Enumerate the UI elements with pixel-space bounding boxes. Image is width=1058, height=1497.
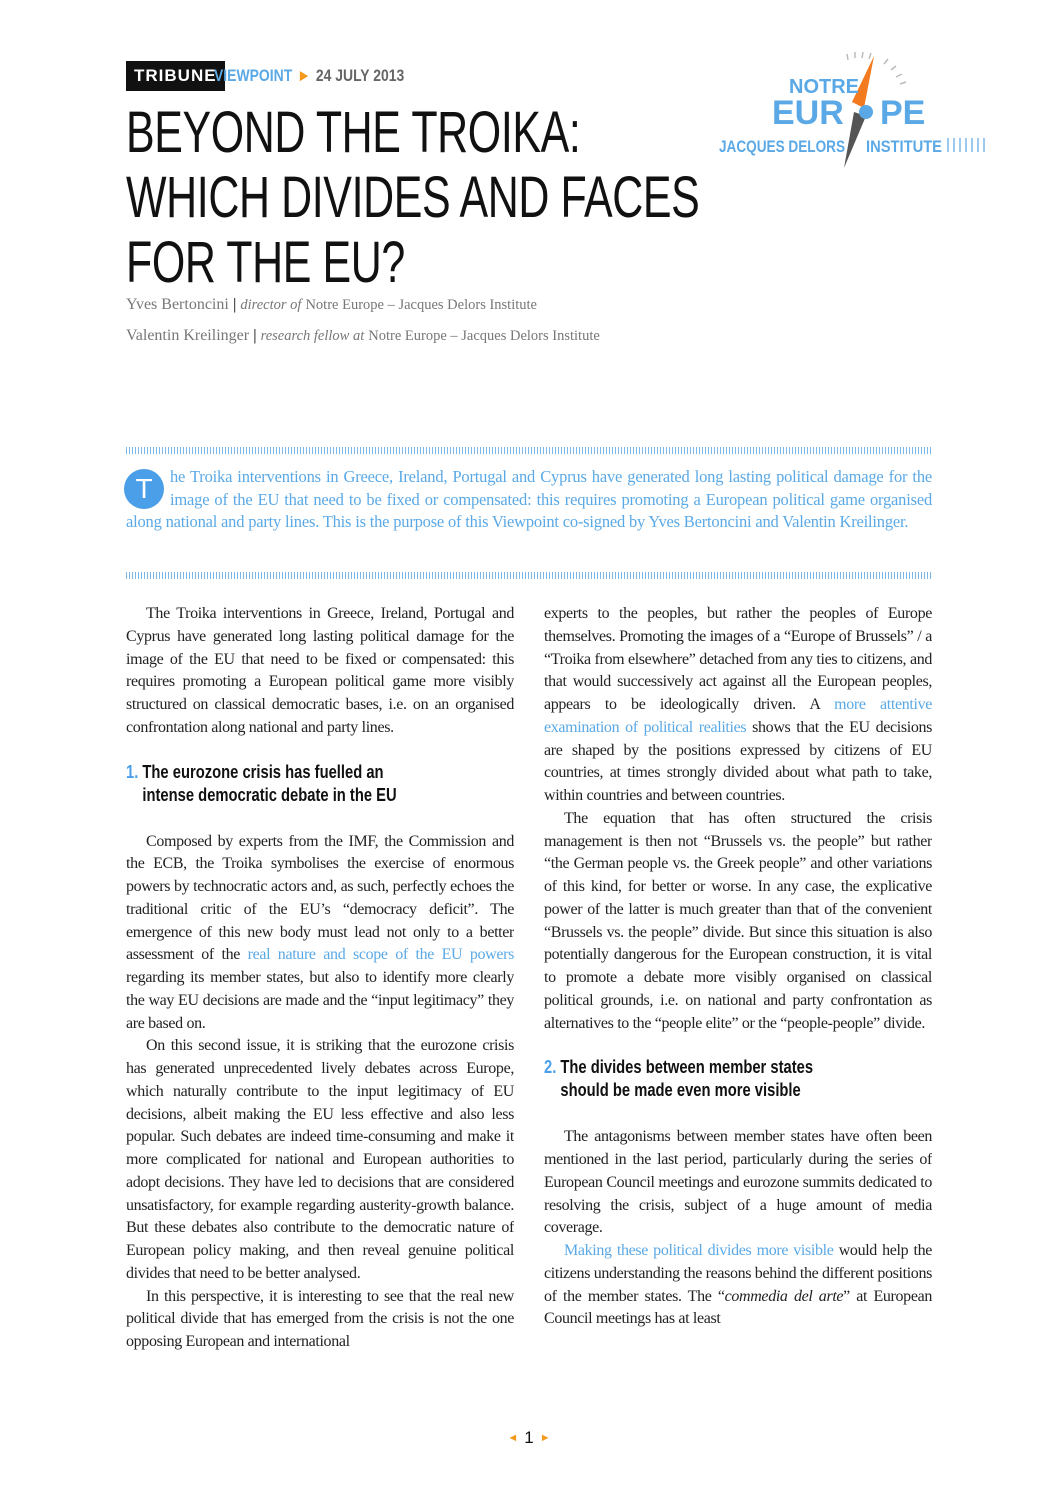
- heading-line: should be made even more visible: [560, 1080, 801, 1101]
- text: regarding its member states, but also to identify more clearly the way EU decisions are made and the “input legitimacy” they are based on.: [126, 969, 514, 1032]
- paragraph: [544, 603, 932, 808]
- author-line: [126, 327, 600, 345]
- paragraph: [126, 831, 514, 1036]
- heading-line: intense democratic debate in the EU: [142, 784, 397, 805]
- author-role: research fellow at: [260, 328, 365, 344]
- lead-paragraph: [126, 466, 932, 534]
- arrow-left-icon: ◄: [507, 1432, 519, 1444]
- paragraph: In this perspective, it is interesting to see that the real new political divide that has emerged from the crisis is not the one opposing European and international: [126, 1287, 514, 1350]
- viewpoint-label: VIEWPOINT: [214, 66, 293, 85]
- section-heading-2: [544, 1056, 862, 1102]
- text: ” at European Council meetings has at least: [544, 1287, 932, 1328]
- notre-europe-logo: [716, 50, 996, 170]
- text: commedia del arte: [724, 1287, 844, 1305]
- title-line: FOR THE EU?: [126, 230, 405, 295]
- tribune-tag: TRIBUNE: [126, 61, 225, 91]
- page-title: [126, 100, 699, 295]
- divider: [126, 572, 932, 579]
- heading-line: The eurozone crisis has fuelled an: [142, 761, 384, 782]
- svg-text:PE: PE: [880, 94, 926, 132]
- paragraph: The Troika interventions in Greece, Ireland, Portugal and Cyprus have generated long lasting political damage for the image of the EU that need to be fixed or compensated: this requires promoting a European political game more visibly structured on classical democratic bases, i.e. on an organised confrontation along national and party lines.: [126, 605, 514, 736]
- arrow-right-icon: ►: [539, 1432, 551, 1444]
- title-line: BEYOND THE TROIKA:: [126, 100, 581, 165]
- text: shows that the EU decisions are shaped by the positions expressed by citizens of EU countries, at times strongly divided about what path to take, within countries and between countries.: [544, 718, 932, 804]
- lead-text: he Troika interventions in Greece, Ireland, Portugal and Cyprus have generated long lasting political damage for the image of the EU that need to be fixed or compensated: this requires promoting a European political game organised along national and party lines. This is the purpose of this Viewpoint co-signed by Yves Bertoncini and Valentin Kreilinger.: [126, 467, 932, 532]
- column-left: [126, 603, 514, 1403]
- publication-date: 24 JULY 2013: [315, 66, 405, 85]
- svg-text:NOTRE: NOTRE: [789, 76, 859, 98]
- author-role: director of: [240, 297, 302, 313]
- arrow-right-icon: ►: [297, 66, 311, 85]
- svg-text:EUR: EUR: [772, 94, 844, 132]
- paragraph: [544, 1240, 932, 1331]
- text: experts to the peoples, but rather the peoples of Europe themselves. Promoting the images of a “Europe of Brussels” / a “Troika from elsewhere” detached from any ties to citizens, and that would successively act against all the European peoples, appears to be ideologically driven. A: [544, 605, 932, 713]
- page-number-text: 1: [524, 1428, 534, 1447]
- author-name: Yves Bertoncini: [126, 296, 229, 313]
- column-right: [544, 603, 932, 1403]
- author-org: Notre Europe – Jacques Delors Institute: [368, 328, 600, 344]
- kicker: [214, 64, 404, 88]
- link-political-divides[interactable]: Making these political divides more visible: [564, 1242, 834, 1259]
- text: would help the citizens understanding the reasons behind the different positions of the member states. The “: [544, 1242, 932, 1305]
- separator: |: [253, 327, 257, 344]
- title-line: WHICH DIVIDES AND FACES: [126, 165, 700, 230]
- author-line: [126, 296, 537, 314]
- text: Composed by experts from the IMF, the Commission and the ECB, the Troika symbolises the exercise of enormous powers by technocratic actors and, as such, perfectly echoes the traditional critic of the EU’s “democracy deficit”. The emergence of this new body must lead not only to a better assessment of the: [126, 832, 514, 964]
- page-number: [0, 1428, 1058, 1448]
- separator: |: [232, 296, 237, 313]
- section-number: 2.: [544, 1057, 557, 1078]
- heading-line: The divides between member states: [560, 1057, 814, 1078]
- paragraph: The equation that has often structured the crisis management is then not “Brussels vs. the people” but rather “the German people vs. the Greek people” and other variations of this kind, for better or worse. In any case, the explicative power of the latter is much greater than that of the convenient “Brussels vs. the people” divide. But since this situation is also potentially dangerous for the European construction, it is vital to promote a debate more visibly organised on classical political grounds, i.e. on national and party confrontation as alternatives to the “people elite” or the “people-people” divide.: [544, 809, 932, 1032]
- svg-text:INSTITUTE: INSTITUTE: [866, 137, 942, 156]
- svg-text:JACQUES DELORS: JACQUES DELORS: [719, 137, 845, 156]
- link-real-nature[interactable]: real nature and scope of the EU powers: [247, 946, 514, 964]
- section-heading-1: [126, 761, 444, 807]
- link-attentive-examination[interactable]: more attentive examination of political realities: [544, 696, 932, 736]
- divider: [126, 447, 932, 454]
- section-number: 1.: [126, 761, 139, 782]
- author-name: Valentin Kreilinger: [126, 327, 250, 344]
- drop-cap: T: [124, 469, 164, 509]
- paragraph: The antagonisms between member states have often been mentioned in the last period, particularly during the series of European Council meetings and eurozone summits dedicated to resolving the crisis, subject of a huge amount of media coverage.: [544, 1128, 932, 1237]
- author-org: Notre Europe – Jacques Delors Institute: [305, 297, 537, 313]
- paragraph: On this second issue, it is striking that the eurozone crisis has generated unprecedented lively debates across Europe, which naturally contribute to the input legitimacy of EU decisions, albeit making the EU less effective and also less popular. Such debates are indeed time-consuming and make it more complicated for national and European authorities to adopt decisions. They have led to decisions that are considered unsatisfactory, for example regarding austerity-growth balance. But these debates also contribute to the democratic nature of European policy making, and then reveal genuine political divides that need to be better analysed.: [126, 1037, 514, 1282]
